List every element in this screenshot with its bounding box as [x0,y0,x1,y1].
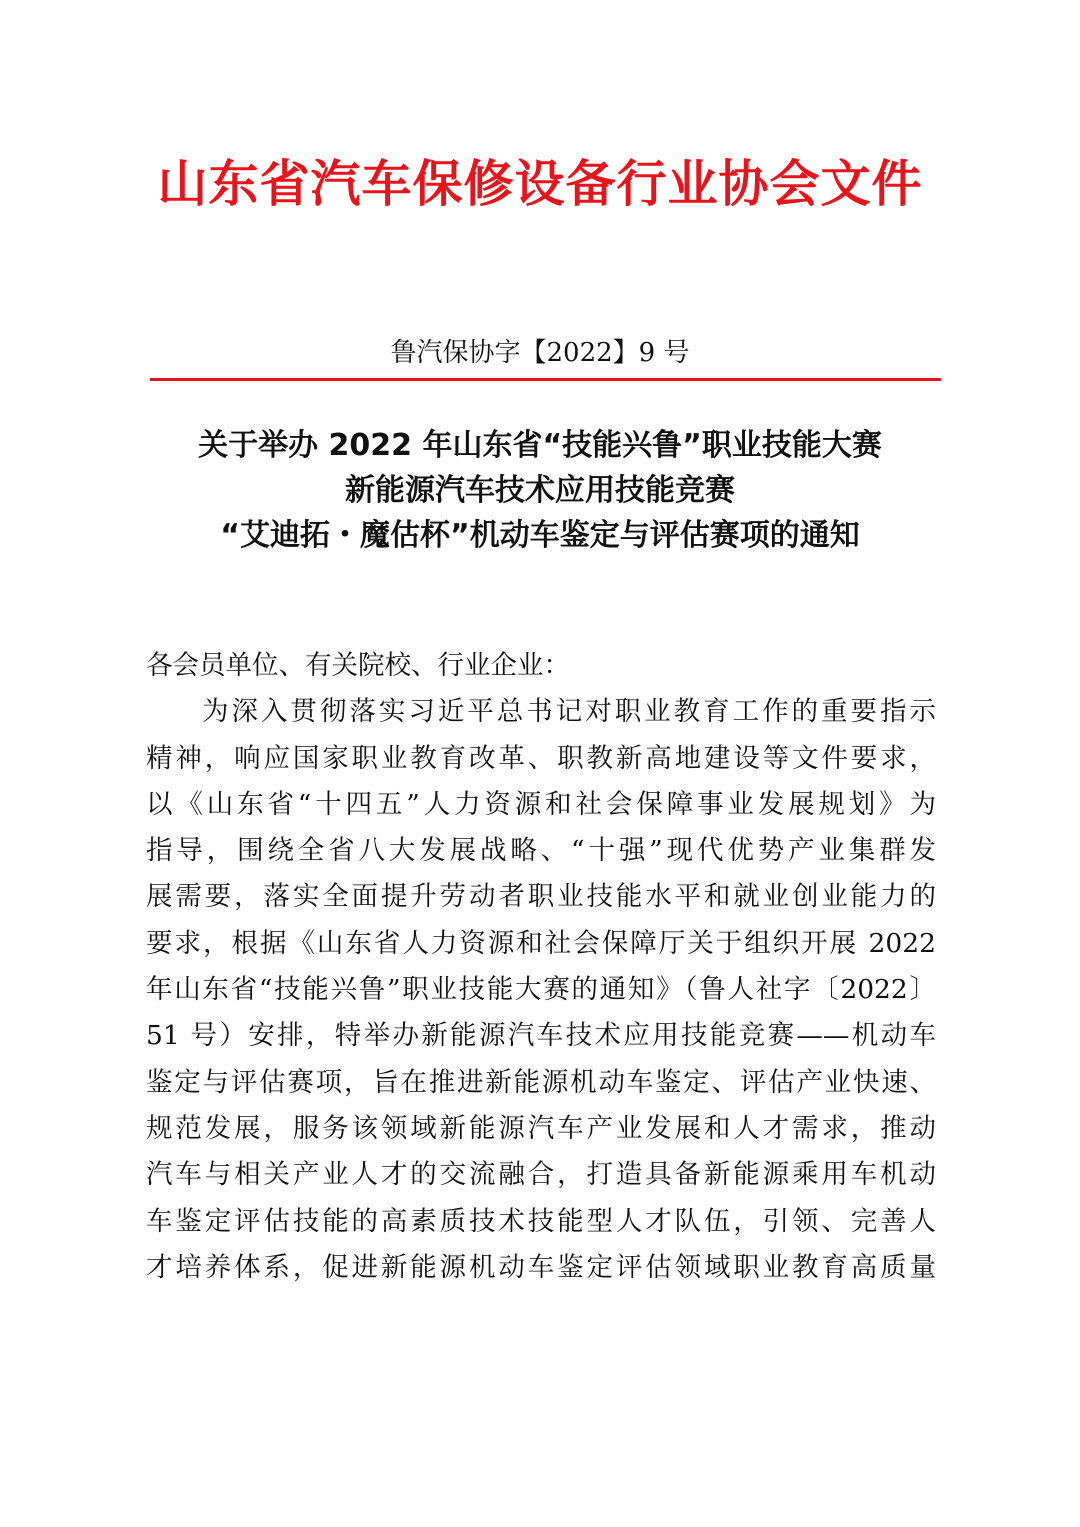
paragraph-line: 年山东省“技能兴鲁”职业技能大赛的通知》（鲁人社字〔2022〕 [146,974,936,1006]
title-line: “艾迪拓・魔估杯”机动车鉴定与评估赛项的通知 [220,518,860,553]
title-line: 关于举办 2022 年山东省“技能兴鲁”职业技能大赛 [198,428,882,463]
paragraph-line: 车鉴定评估技能的高素质技术技能型人才队伍，引领、完善人 [146,1205,936,1237]
paragraph-line: 汽车与相关产业人才的交流融合，打造具备新能源乘用车机动 [146,1159,936,1191]
paragraph-line: 以《山东省“十四五”人力资源和社会保障事业发展规划》为 [146,788,936,820]
paragraph-line: 展需要，落实全面提升劳动者职业技能水平和就业创业能力的 [146,881,936,913]
issuer-header: 山东省汽车保修设备行业协会文件 [157,155,923,213]
paragraph-line: 精神，响应国家职业教育改革、职教新高地建设等文件要求， [146,742,936,774]
paragraph-line: 为深入贯彻落实习近平总书记对职业教育工作的重要指示 [202,696,936,728]
paragraph-line: 51 号）安排，特举办新能源汽车技术应用技能竞赛——机动车 [146,1020,936,1052]
paragraph-line: 才培养体系，促进新能源机动车鉴定评估领域职业教育高质量 [146,1251,936,1283]
paragraph-line: 规范发展，服务该领域新能源汽车产业发展和人才需求，推动 [146,1112,936,1144]
notice-title [0,423,1080,558]
paragraph-line: 指导，围绕全省八大发展战略、“十强”现代优势产业集群发 [146,835,936,867]
paragraph-line: 鉴定与评估赛项，旨在推进新能源机动车鉴定、评估产业快速、 [146,1066,936,1098]
body-text [146,643,936,1291]
paragraph-line: 要求，根据《山东省人力资源和社会保障厅关于组织开展 2022 [146,927,936,959]
document-number: 鲁汽保协字【2022】9 号 [390,338,690,368]
red-divider-line [150,378,941,381]
salutation: 各会员单位、有关院校、行业企业： [146,650,570,681]
title-line: 新能源汽车技术应用技能竞赛 [345,473,735,508]
